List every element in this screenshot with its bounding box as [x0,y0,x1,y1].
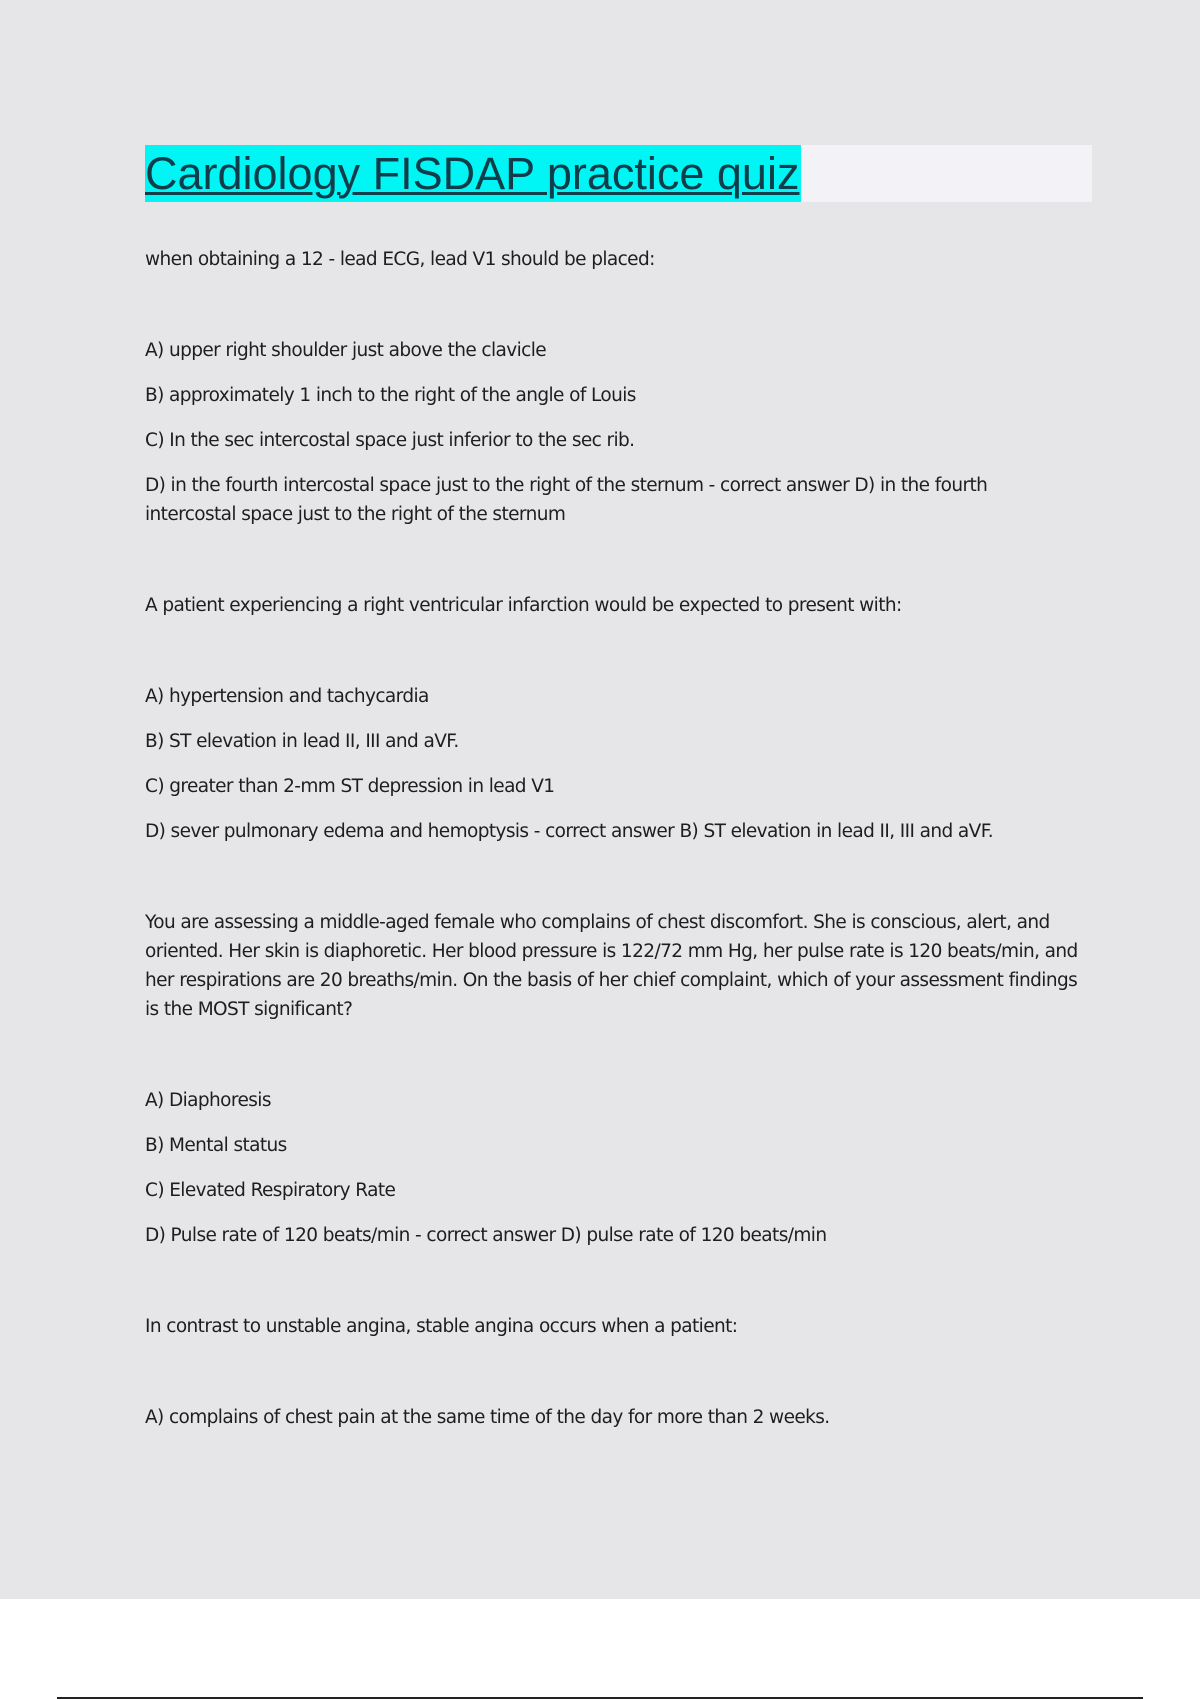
quiz-content [145,245,1080,1448]
options-list [145,1086,1080,1250]
option-b: B) Mental status [145,1135,287,1156]
option-b: B) ST elevation in lead II, III and aVF. [145,731,459,752]
question-block [145,591,1080,846]
option-c: C) Elevated Respiratory Rate [145,1180,396,1201]
question-block [145,1312,1080,1432]
options-list [145,1403,1080,1432]
question-text: You are assessing a middle-aged female who complains of chest discomfort. She is conscious, alert, and oriented. Her skin is diaphoretic. Her blood pressure is 122/72 mm Hg, her pulse rate is 120 beats/min, and her respirations are 20 breaths/min. On the basis of her chief complaint, which of your assessment findings is the MOST significant? [145,912,1078,1020]
options-list [145,682,1080,846]
options-list [145,336,1080,529]
question-text: A patient experiencing a right ventricular infarction would be expected to present with: [145,595,902,616]
option-a: A) Diaphoresis [145,1090,271,1111]
question-text: In contrast to unstable angina, stable angina occurs when a patient: [145,1316,738,1337]
option-d: D) sever pulmonary edema and hemoptysis - correct answer B) ST elevation in lead II, III and aVF. [145,821,994,842]
option-b: B) approximately 1 inch to the right of the angle of Louis [145,385,636,406]
option-d: D) Pulse rate of 120 beats/min - correct answer D) pulse rate of 120 beats/min [145,1225,827,1246]
option-c: C) In the sec intercostal space just inferior to the sec rib. [145,430,635,451]
question-text: when obtaining a 12 - lead ECG, lead V1 should be placed: [145,249,655,270]
option-c: C) greater than 2-mm ST depression in lead V1 [145,776,555,797]
option-a: A) complains of chest pain at the same time of the day for more than 2 weeks. [145,1407,830,1428]
question-block [145,245,1080,529]
option-a: A) upper right shoulder just above the clavicle [145,340,547,361]
document-title: Cardiology FISDAP practice quiz [145,145,801,202]
question-block [145,908,1080,1250]
option-d: D) in the fourth intercostal space just to the right of the sternum - correct answer D) in the fourth intercostal space just to the right of the sternum [145,475,988,525]
footer-divider [57,1697,1143,1699]
option-a: A) hypertension and tachycardia [145,686,429,707]
